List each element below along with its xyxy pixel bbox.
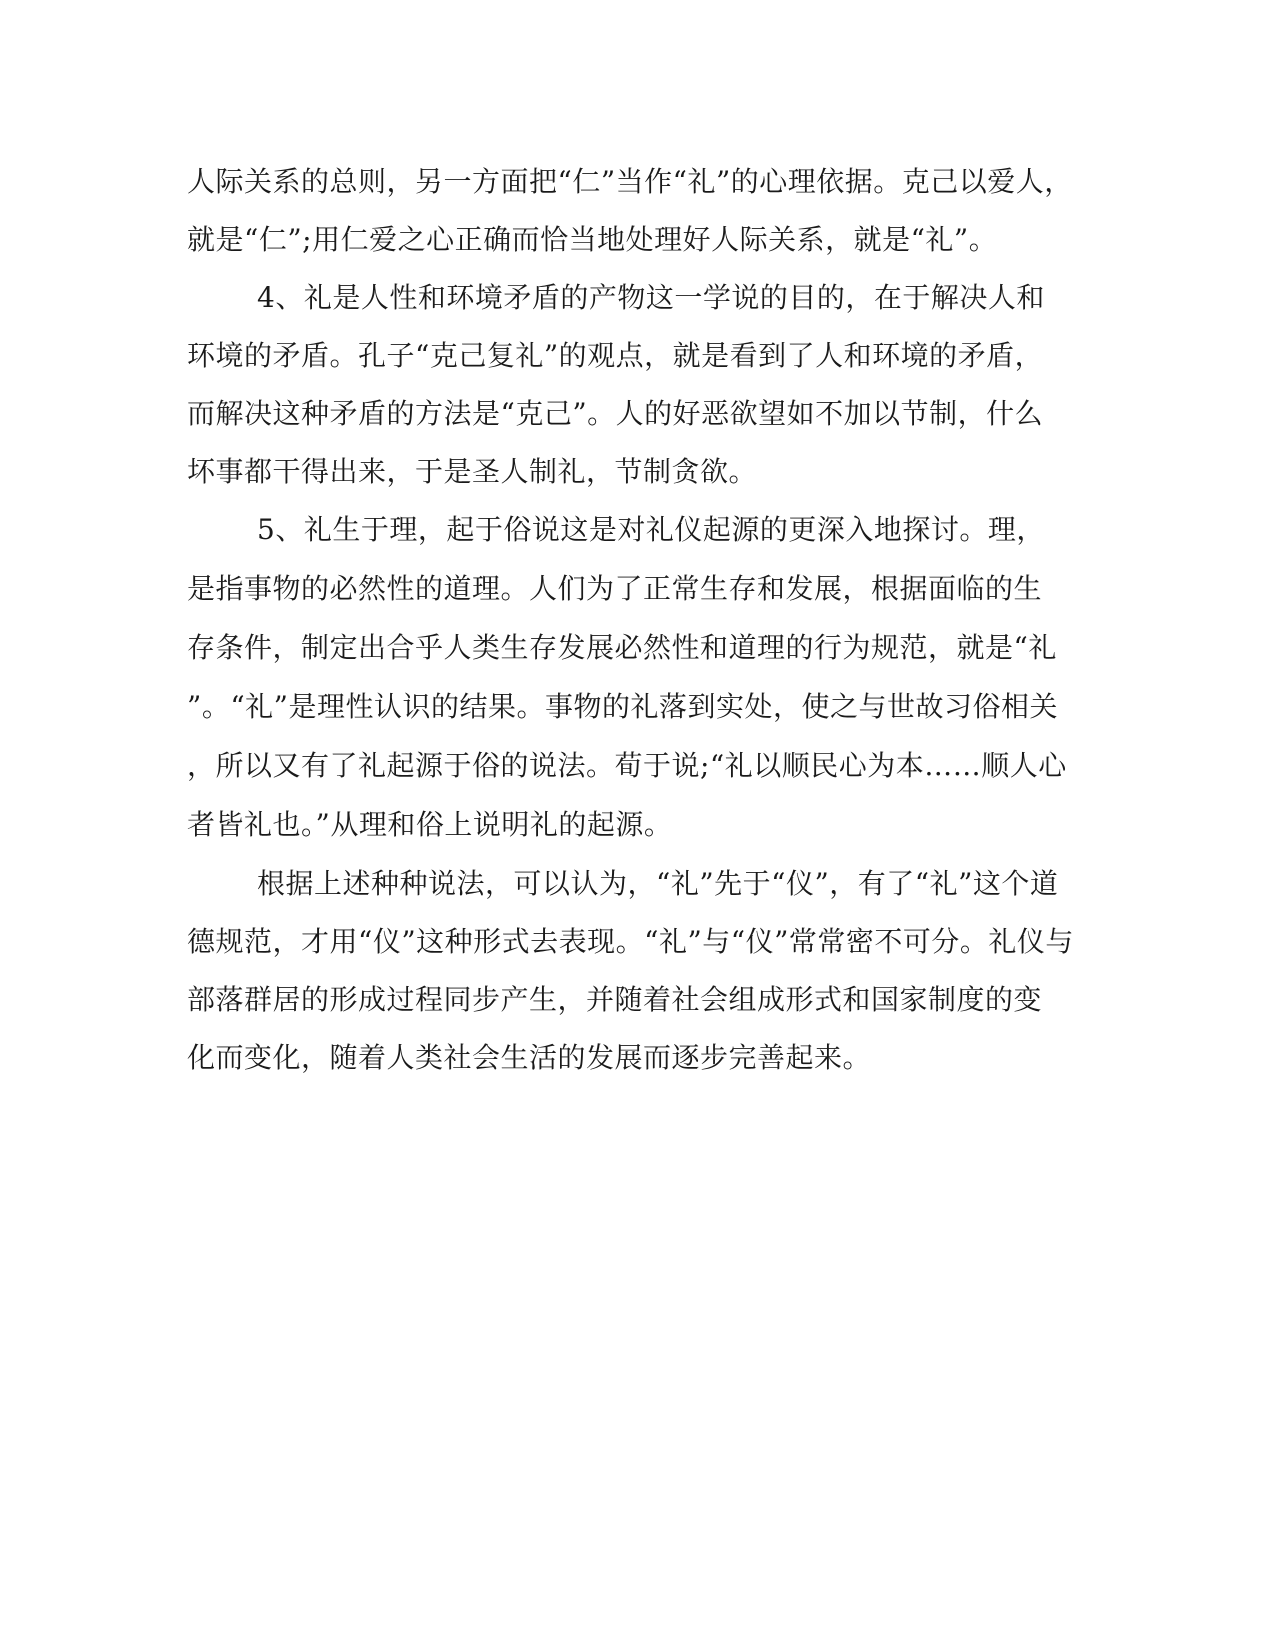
paragraph-3-line-4: ”。“礼”是理性认识的结果。事物的礼落到实处，使之与世故习俗相关 <box>187 690 1058 723</box>
paragraph-3-line-3: 存条件，制定出合乎人类生存发展必然性和道理的行为规范，就是“礼 <box>187 631 1057 664</box>
paragraph-4-line-3: 部落群居的形成过程同步产生，并随着社会组成形式和国家制度的变 <box>187 983 1043 1016</box>
paragraph-2-line-3: 而解决这种矛盾的方法是“克己”。人的好恶欲望如不加以节制，什么 <box>187 397 1044 430</box>
paragraph-3-line-1: 5、礼生于理，起于俗说这是对礼仪起源的更深入地探讨。理， <box>257 513 1045 546</box>
paragraph-1-line-1: 人际关系的总则，另一方面把“仁”当作“礼”的心理依据。克己以爱人， <box>187 165 1073 198</box>
paragraph-4-line-4: 化而变化，随着人类社会生活的发展而逐步完善起来。 <box>187 1041 872 1074</box>
paragraph-4-line-2: 德规范，才用“仪”这种形式去表现。“礼”与“仪”常常密不可分。礼仪与 <box>187 925 1074 958</box>
paragraph-4-line-1: 根据上述种种说法，可以认为，“礼”先于“仪”，有了“礼”这个道 <box>257 867 1059 900</box>
paragraph-3-line-2: 是指事物的必然性的道理。人们为了正常生存和发展，根据面临的生 <box>187 572 1043 605</box>
paragraph-3-line-6: 者皆礼也。”从理和俗上说明礼的起源。 <box>187 808 673 841</box>
paragraph-1-line-2: 就是“仁”;用仁爱之心正确而恰当地处理好人际关系，就是“礼”。 <box>187 223 998 256</box>
paragraph-2-line-1: 4、礼是人性和环境矛盾的产物这一学说的目的，在于解决人和 <box>257 281 1045 314</box>
paragraph-2-line-4: 坏事都干得出来，于是圣人制礼，节制贪欲。 <box>187 455 758 488</box>
paragraph-2-line-2: 环境的矛盾。孔子“克己复礼”的观点，就是看到了人和环境的矛盾， <box>187 339 1044 372</box>
paragraph-3-line-5: ，所以又有了礼起源于俗的说法。荀于说;“礼以顺民心为本……顺人心 <box>187 749 1067 782</box>
